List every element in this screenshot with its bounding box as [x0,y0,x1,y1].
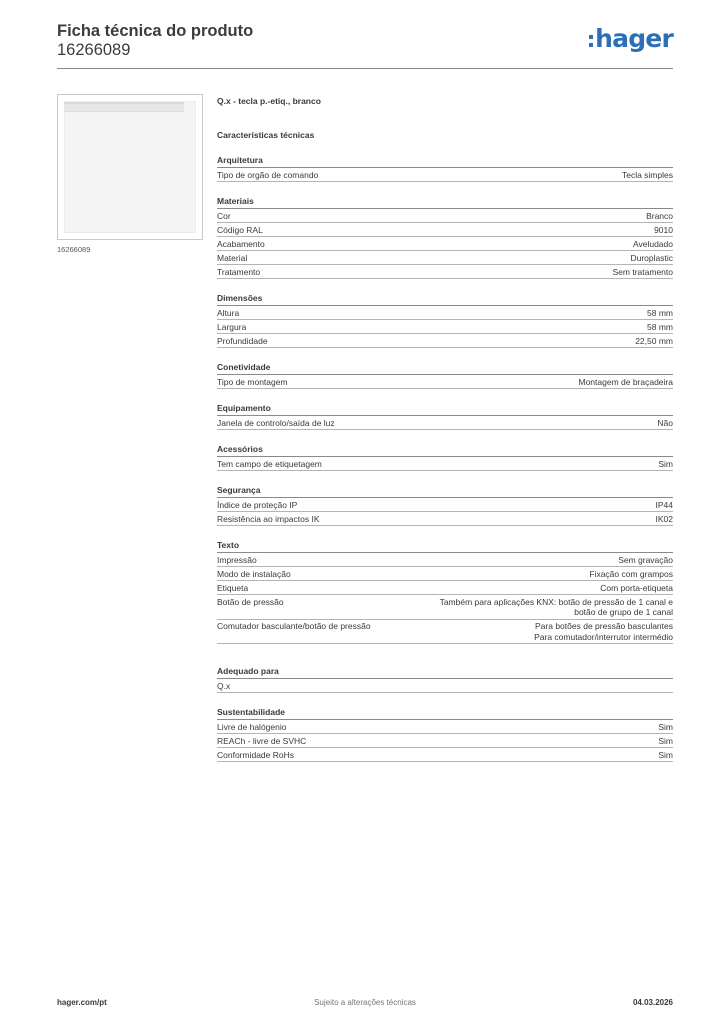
spec-value [656,514,674,525]
spec-value [600,583,673,594]
spec-row [217,306,673,320]
spec-key: Modo de instalação [217,568,291,579]
spec-value [578,377,673,388]
spec-value [440,597,673,618]
spec-value [589,569,673,580]
logo-wordmark: hager [595,24,673,53]
spec-value [657,418,673,429]
spec-key: Tipo de orgão de comando [217,169,319,180]
spec-content [217,95,673,762]
spec-key: Janela de controlo/saída de luz [217,417,335,428]
spec-value [647,322,673,333]
spec-value-line: botão de grupo de 1 canal [574,607,673,617]
spec-row [217,265,673,279]
spec-key: Código RAL [217,224,263,235]
spec-group [217,666,673,693]
spec-key: Resistência ao impactos IK [217,513,320,524]
spec-row [217,209,673,223]
spec-value [646,211,673,222]
spec-group [217,444,673,471]
spec-value-line: Para comutador/interrutor intermédio [534,631,673,642]
spec-value-line: Tecla simples [621,169,673,180]
spec-key: Comutador basculante/botão de pressão [217,621,371,631]
spec-value-line: Montagem de braçadeira [578,376,673,387]
spec-value-line: Fixação com grampos [589,568,673,579]
spec-group [217,196,673,279]
spec-group-title: Sustentabilidade [217,707,673,720]
image-caption: 16266089 [57,245,91,254]
spec-value-line: Para botões de pressão basculantes [535,621,673,631]
spec-key: REACh - livre de SVHC [217,735,307,746]
spec-group-title: Conetividade [217,362,673,375]
spec-value-line: Também para aplicações KNX: botão de pressão de 1 canal e [439,596,673,607]
spec-row [217,457,673,471]
spec-group-title: Materiais [217,196,673,209]
product-name: Q.x - tecla p.-etiq., branco [217,96,321,106]
spec-value [656,500,674,511]
spec-value-line: Sim [658,735,673,746]
spec-row [217,498,673,512]
spec-value-line: 58 mm [647,321,673,332]
spec-group-title: Arquitetura [217,155,673,168]
label-field-edge [64,102,184,104]
spec-key: Cor [217,210,231,221]
footer-date: 04.03.2026 [632,998,673,1007]
spec-value-line: Não [657,417,673,428]
spec-value-line: Duroplastic [630,252,673,263]
spec-group-title: Segurança [217,485,673,498]
logo-colon-icon [589,31,593,47]
footer-website[interactable]: hager.com/pt [57,998,107,1007]
document-title: Ficha técnica do produto [57,22,254,40]
spec-key: Largura [217,321,247,332]
spec-key: Etiqueta [217,582,249,593]
spec-group [217,362,673,389]
spec-row [217,375,673,389]
spec-value-line: Sim [658,721,673,732]
spec-group [217,540,673,644]
spec-value [635,336,673,347]
spec-value [630,253,673,264]
spec-value-line: Aveludado [632,238,673,249]
spec-value-line: Sim [658,458,673,469]
spec-value-line: Com porta-etiqueta [600,582,673,593]
product-image [57,94,203,240]
spec-group [217,293,673,348]
spec-value [658,736,673,747]
spec-row [217,320,673,334]
spec-value-line: Sem gravação [618,554,673,565]
spec-row [217,595,673,620]
spec-value-line: 22,50 mm [635,335,673,346]
spec-value [658,722,673,733]
spec-key: Altura [217,307,240,318]
spec-row [217,251,673,265]
spec-row [217,168,673,182]
spec-group-title: Equipamento [217,403,673,416]
spec-row [217,223,673,237]
spec-value-line: Sem tratamento [612,266,673,277]
spec-value [647,308,673,319]
spec-value [622,170,673,181]
spec-row [217,679,673,693]
spec-key: Acabamento [217,238,265,249]
spec-value [633,239,673,250]
spec-key: Botão de pressão [217,596,284,607]
spec-key: Q.x [217,680,231,691]
spec-key: Tipo de montagem [217,376,288,387]
hager-logo[interactable] [589,25,673,53]
spec-row [217,416,673,430]
spec-value-line: Branco [646,210,673,221]
spec-group-title: Acessórios [217,444,673,457]
spec-value [613,267,673,278]
spec-row [217,334,673,348]
spec-row [217,553,673,567]
spec-key: Tem campo de etiquetagem [217,458,322,469]
spec-row [217,567,673,581]
spec-group [217,403,673,430]
spec-value-line: 58 mm [647,307,673,318]
spec-value [658,750,673,761]
spec-group [217,707,673,762]
spec-value [534,621,673,642]
product-reference: 16266089 [57,41,131,59]
spec-row [217,620,673,645]
spec-value-line: IP44 [655,499,673,510]
switch-key-shape [64,101,196,233]
spec-key: Tratamento [217,266,261,277]
spec-row [217,748,673,762]
spec-groups [217,155,673,762]
spec-key: Material [217,252,248,263]
spec-value [658,459,673,470]
spec-row [217,512,673,526]
spec-row [217,734,673,748]
spec-value [618,555,673,566]
spec-key: Conformidade RoHs [217,749,295,760]
spec-key: Índice de proteção IP [217,499,298,510]
spec-value-line: IK02 [655,513,673,524]
spec-group-title: Texto [217,540,673,553]
spec-row [217,581,673,595]
spec-key: Impressão [217,554,257,565]
spec-key: Profundidade [217,335,268,346]
spec-group [217,155,673,182]
spec-value-line: 9010 [654,224,673,235]
page-header [57,21,673,69]
footer-notice: Sujeito a alterações técnicas [314,998,416,1007]
spec-row [217,720,673,734]
spec-group [217,485,673,526]
spec-group-title: Dimensões [217,293,673,306]
spec-value-line: Sim [658,749,673,760]
section-title: Características técnicas [217,130,315,140]
spec-row [217,237,673,251]
spec-key: Livre de halógenio [217,721,287,732]
spec-value [654,225,673,236]
spec-group-title: Adequado para [217,666,673,679]
